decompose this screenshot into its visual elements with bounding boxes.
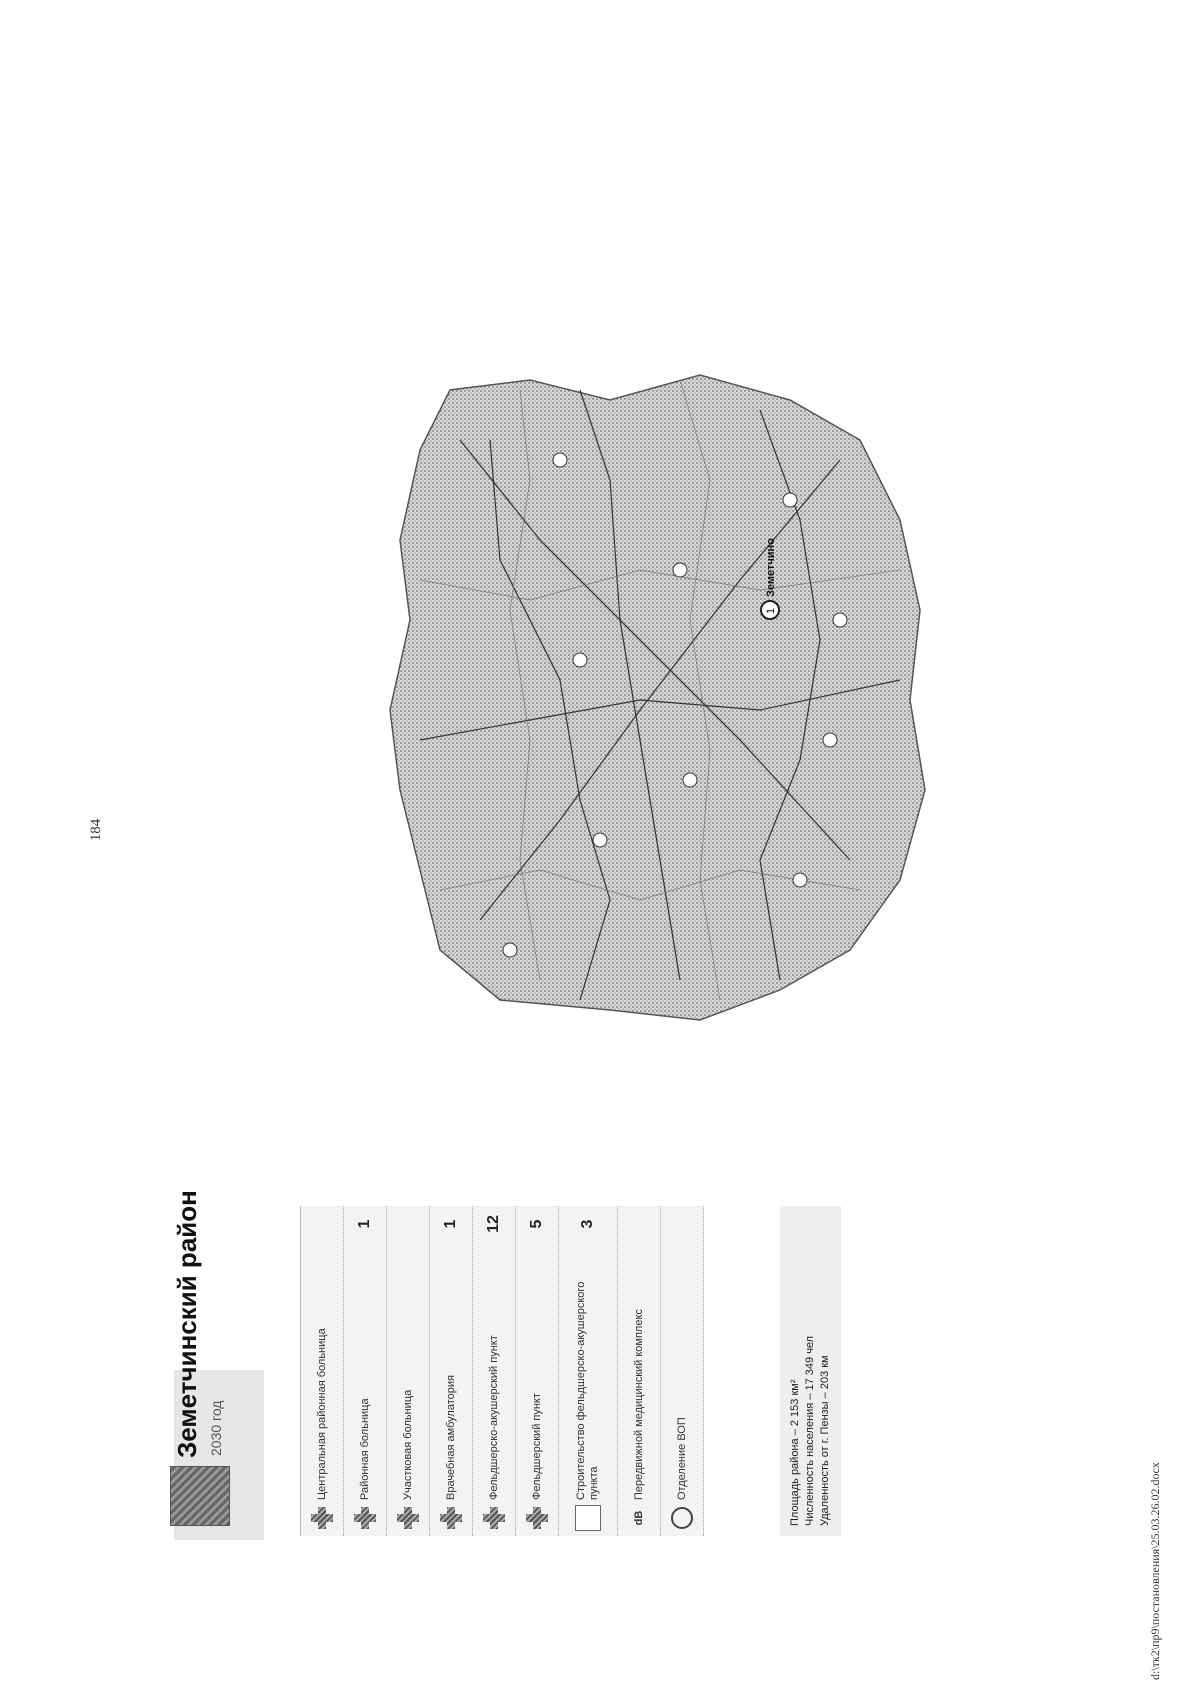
medical-cross-icon (483, 1507, 505, 1529)
legend-label: Центральная районная больница (315, 1328, 328, 1500)
medical-cross-icon (311, 1507, 333, 1529)
district-territory (390, 375, 925, 1020)
legend-label: Врачебная амбулатория (444, 1375, 457, 1500)
legend-item (473, 1206, 516, 1536)
stat-area: Площадь района – 2 153 км² (789, 1379, 801, 1526)
construction-square-icon (575, 1505, 601, 1531)
legend-label: Строительство фельдшерско-акушерского пункта (575, 1281, 600, 1500)
legend-count: 5 (528, 1219, 545, 1229)
legend-label: Районная больница (358, 1398, 371, 1500)
page-number: 184 (88, 818, 104, 842)
legend-item (344, 1206, 387, 1536)
footer-file-path: d:\тк2\пр9\постановления\25.03.26.02.docx (1148, 1462, 1162, 1680)
legend-label: Фельдшерский пункт (530, 1393, 543, 1500)
legend-item (430, 1206, 473, 1536)
vop-circle-icon (671, 1507, 693, 1529)
legend-count: 1 (356, 1219, 373, 1229)
legend-item (387, 1206, 430, 1536)
legend-item (661, 1206, 704, 1536)
mobile-complex-icon: dB (633, 1510, 645, 1526)
center-label: Земетчино (765, 538, 777, 597)
medical-cross-icon (397, 1507, 419, 1529)
center-number: 1 (765, 607, 777, 614)
district-map (380, 360, 940, 1040)
legend-item (301, 1206, 344, 1536)
legend-count: 12 (485, 1215, 502, 1233)
medical-cross-icon (354, 1507, 376, 1529)
district-stats (780, 1206, 841, 1536)
legend-label: Передвижной медицинский комплекс (632, 1309, 645, 1500)
legend-item (618, 1206, 661, 1536)
map-sheet (150, 120, 950, 1560)
stat-distance: Удаленность от г. Пензы – 203 км (819, 1355, 831, 1526)
legend-label: Отделение ВОП (675, 1417, 688, 1500)
year-subtitle: 2030 год (208, 1400, 224, 1456)
district-emblem-icon (170, 1466, 230, 1526)
district-title: Земетчинский район (172, 1190, 202, 1458)
legend-count: 1 (442, 1219, 459, 1229)
stat-population: Численность населения – 17 349 чел (804, 1335, 816, 1526)
legend-item (516, 1206, 559, 1536)
medical-cross-icon (526, 1507, 548, 1529)
legend-item (559, 1206, 618, 1536)
legend (300, 1206, 704, 1536)
medical-cross-icon (440, 1507, 462, 1529)
legend-label: Фельдшерско-акушерский пункт (487, 1335, 500, 1500)
legend-label: Участковая больница (401, 1389, 414, 1500)
legend-count: 3 (579, 1219, 596, 1229)
district-map-svg (380, 360, 940, 1040)
